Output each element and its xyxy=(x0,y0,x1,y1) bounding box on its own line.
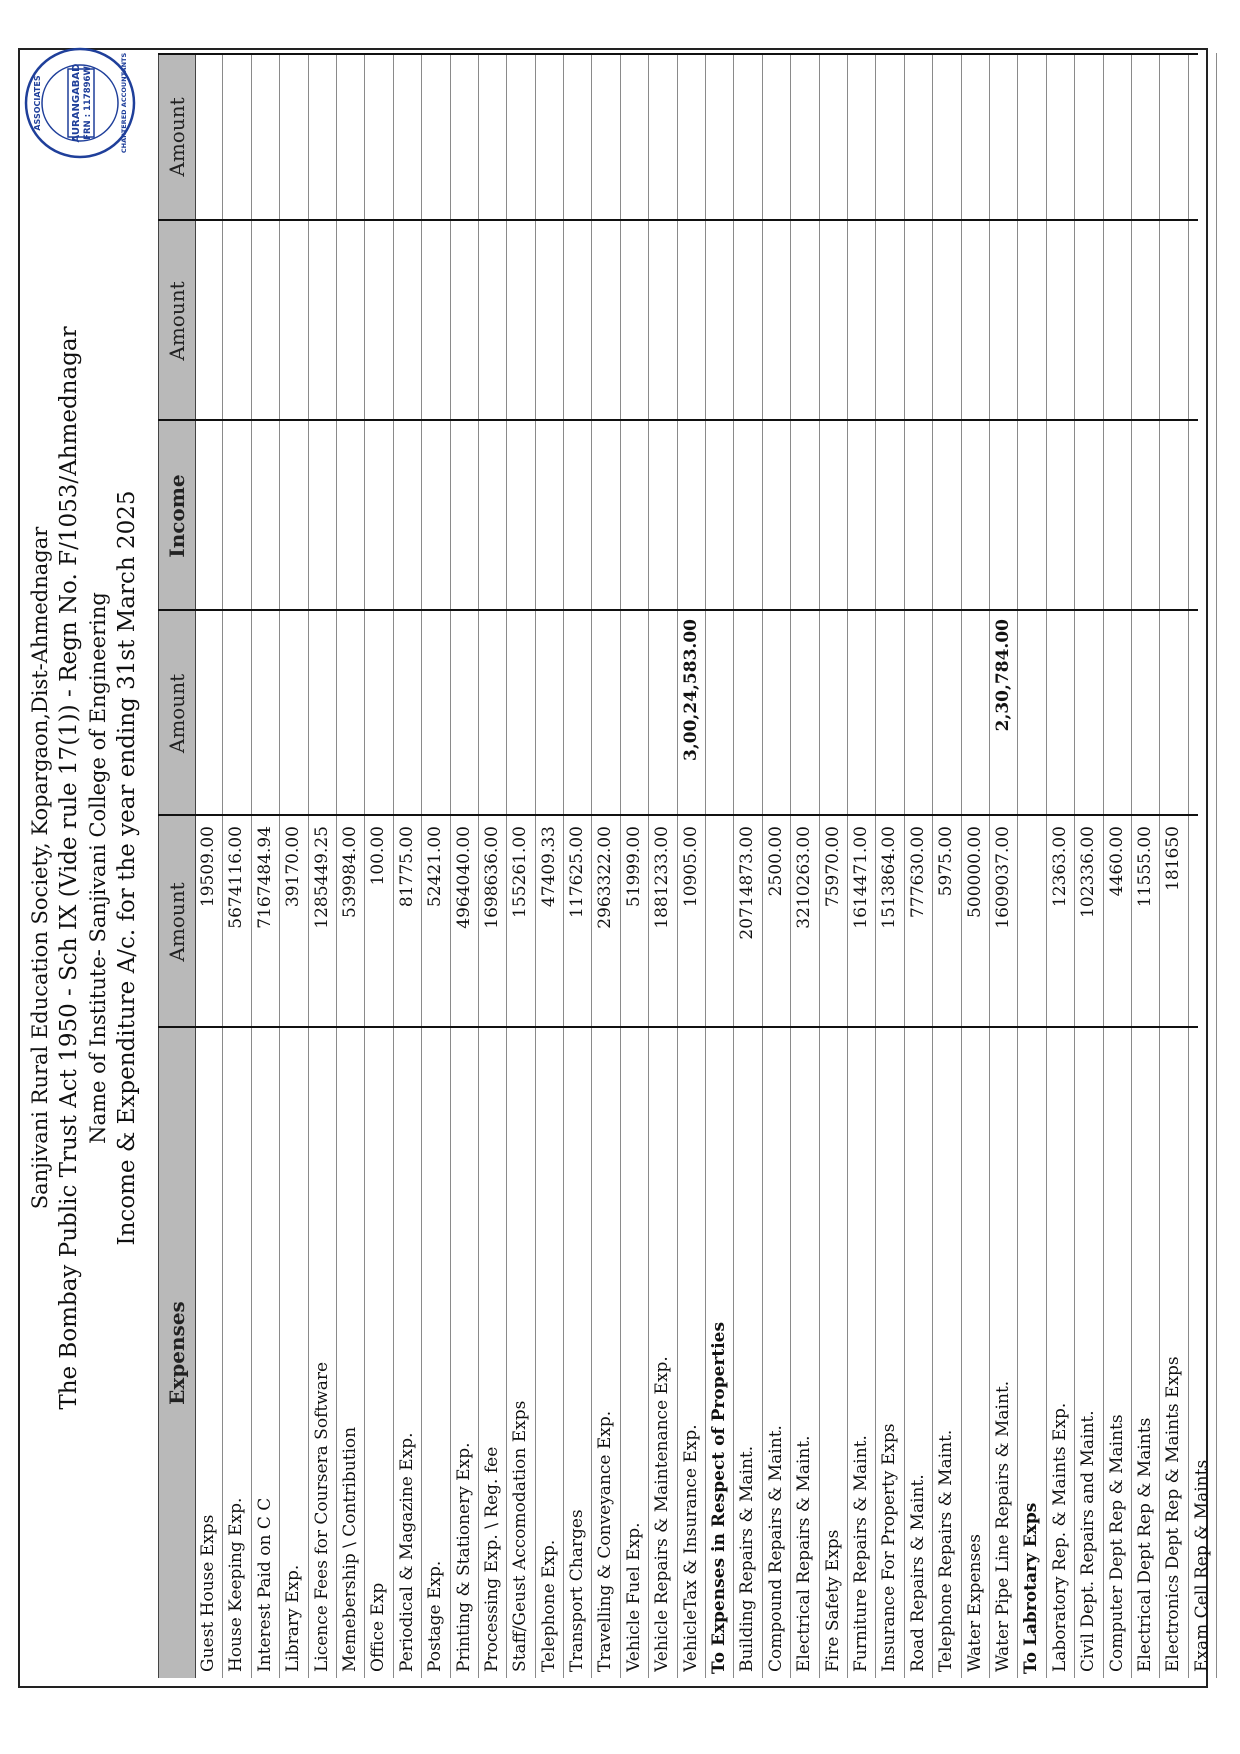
expense-name: Postage Exp. xyxy=(425,1560,446,1672)
group-total-amount: 3,00,24,583.00 xyxy=(680,619,701,761)
expense-name: Water Expenses xyxy=(964,1534,985,1672)
expense-amount: 11555.00 xyxy=(1134,826,1155,908)
expense-name: Furniture Repairs & Maint. xyxy=(850,1435,871,1672)
expense-name: Telephone Exp. xyxy=(538,1539,559,1672)
expense-name: Licence Fees for Coursera Software xyxy=(311,1361,332,1672)
divider-right xyxy=(158,53,1198,55)
expense-name: Fire Safety Exps xyxy=(822,1529,843,1672)
table-row xyxy=(1075,53,1103,1678)
expense-amount: 10905.00 xyxy=(680,826,701,908)
expense-amount: 7167484.94 xyxy=(254,826,275,929)
col-expenses: Expenses xyxy=(165,1301,189,1405)
expense-name: Telephone Repairs & Maint. xyxy=(936,1429,957,1672)
society-name: Sanjivani Rural Education Society, Kopargaon,Dist-Ahmednagar xyxy=(28,526,52,1210)
institute-name: Name of Institute- Sanjivani College of Engineering xyxy=(86,592,110,1144)
col-amount-3: Amount xyxy=(165,281,189,361)
expense-name: Vehicle Repairs & Maintenance Exp. xyxy=(652,1356,673,1672)
group-total-amount xyxy=(876,611,903,816)
table-row xyxy=(564,53,592,1678)
expense-amount: 1609037.00 xyxy=(992,826,1013,929)
expense-amount: 1513864.00 xyxy=(879,826,900,929)
group-total-amount xyxy=(507,611,534,816)
rotated-sheet xyxy=(18,48,1212,1688)
table-row xyxy=(791,53,819,1678)
group-total-amount xyxy=(905,611,932,816)
expense-amount: 3210263.00 xyxy=(794,826,815,929)
group-total-amount xyxy=(592,611,619,816)
group-total-amount xyxy=(933,611,960,816)
col-amount-2: Amount xyxy=(165,673,189,754)
table-row xyxy=(1047,53,1075,1678)
table-row xyxy=(763,53,791,1678)
table-row xyxy=(1160,53,1188,1678)
expense-amount: 500000.00 xyxy=(964,826,985,918)
expense-name: Periodical & Magazine Exp. xyxy=(396,1432,417,1672)
expense-name: Processing Exp. \ Reg. fee xyxy=(481,1446,502,1672)
group-total-amount xyxy=(1047,611,1074,816)
expense-name: Insurance For Property Exps xyxy=(879,1423,900,1672)
group-total-amount xyxy=(962,611,989,816)
expense-name: Vehicle Fuel Exp. xyxy=(623,1522,644,1672)
group-total-amount xyxy=(1160,611,1187,816)
expense-amount: 155261.00 xyxy=(510,826,531,918)
expense-amount: 51999.00 xyxy=(623,826,644,908)
stamp-city: AURANGABAD xyxy=(71,63,82,143)
group-total-amount: 2,30,784.00 xyxy=(992,619,1013,732)
group-total-amount xyxy=(195,611,222,816)
divider-amount3 xyxy=(158,419,1198,421)
group-total-amount xyxy=(1075,611,1102,816)
chartered-accountant-stamp-icon xyxy=(20,43,140,163)
expense-amount xyxy=(1018,818,1045,1028)
expense-amount: 1614471.00 xyxy=(850,826,871,929)
table-row xyxy=(536,53,564,1678)
table-row xyxy=(422,53,450,1678)
table-row xyxy=(337,53,365,1678)
expense-amount: 5975.00 xyxy=(936,826,957,897)
expense-name: Staff/Geust Accomodation Exps xyxy=(510,1400,531,1672)
expense-amount: 4964040.00 xyxy=(453,826,474,929)
expense-name: Library Exp. xyxy=(283,1564,304,1672)
expense-name: Interest Paid on C C xyxy=(254,1497,275,1672)
expense-amount: 12363.00 xyxy=(1049,826,1070,908)
expense-amount xyxy=(1189,818,1216,1028)
group-total-amount xyxy=(564,611,591,816)
table-header-row xyxy=(158,53,196,1678)
expense-amount: 2963322.00 xyxy=(595,826,616,929)
stamp-frn: FRN : 117896W xyxy=(83,66,93,140)
stamp-top-text: ASSOCIATES xyxy=(33,75,42,131)
expense-name: Water Pipe Line Repairs & Maint. xyxy=(992,1380,1013,1672)
table-row xyxy=(507,53,535,1678)
expense-amount: 2500.00 xyxy=(765,826,786,897)
table-row xyxy=(678,53,706,1678)
group-total-amount xyxy=(791,611,818,816)
expense-amount: 4460.00 xyxy=(1106,826,1127,897)
expense-name: Printing & Stationery Exp. xyxy=(453,1442,474,1672)
statement-title: Income & Expenditure A/c. for the year ending 31st March 2025 xyxy=(114,490,140,1246)
table-row xyxy=(394,53,422,1678)
expense-amount: 539984.00 xyxy=(339,826,360,918)
group-total-amount xyxy=(280,611,307,816)
table-row xyxy=(365,53,393,1678)
table-row xyxy=(905,53,933,1678)
table-row xyxy=(621,53,649,1678)
table-row xyxy=(649,53,677,1678)
group-total-amount xyxy=(365,611,392,816)
expense-amount: 1698636.00 xyxy=(481,826,502,929)
group-total-amount xyxy=(536,611,563,816)
table-row xyxy=(1132,53,1160,1678)
group-total-amount xyxy=(479,611,506,816)
group-total-amount xyxy=(422,611,449,816)
table-row xyxy=(592,53,620,1678)
table-row xyxy=(280,53,308,1678)
expense-amount: 102336.00 xyxy=(1078,826,1099,918)
group-total-amount xyxy=(451,611,478,816)
group-total-amount xyxy=(337,611,364,816)
col-amount-1: Amount xyxy=(165,882,189,962)
expense-name: Building Repairs & Maint. xyxy=(737,1445,758,1672)
table-body xyxy=(195,53,1217,1678)
divider-amount4 xyxy=(158,219,1198,221)
table-row xyxy=(1018,53,1046,1678)
divider-amount2 xyxy=(158,814,1198,816)
section-heading: To Labrotary Exps xyxy=(1021,1502,1042,1674)
expense-amount: 117625.00 xyxy=(567,826,588,918)
table-row xyxy=(734,53,762,1678)
group-total-amount xyxy=(1018,611,1045,816)
expense-amount xyxy=(706,818,733,1028)
group-total-amount xyxy=(1189,611,1216,816)
expense-name: Laboratory Rep. & Maints Exp. xyxy=(1049,1402,1070,1672)
expense-amount: 777630.00 xyxy=(907,826,928,918)
group-total-amount xyxy=(848,611,875,816)
table-row xyxy=(479,53,507,1678)
group-total-amount xyxy=(734,611,761,816)
expense-name: Electrical Repairs & Maint. xyxy=(794,1435,815,1672)
expense-amount: 39170.00 xyxy=(283,826,304,908)
table-row xyxy=(1189,53,1217,1678)
divider-amount1 xyxy=(158,1026,1198,1028)
expense-amount: 81775.00 xyxy=(396,826,417,908)
report-header xyxy=(26,48,142,1688)
expense-amount: 1881233.00 xyxy=(652,826,673,929)
col-amount-4: Amount xyxy=(165,97,189,177)
section-heading: To Expenses in Respect of Properties xyxy=(709,1321,730,1674)
expense-name: Electrical Dept Rep & Maints xyxy=(1134,1417,1155,1672)
trust-act-line: The Bombay Public Trust Act 1950 - Sch IX (Vide rule 17(1)) - Regn No. F/1053/Ahmednagar xyxy=(56,326,82,1410)
group-total-amount xyxy=(763,611,790,816)
col-income: Income xyxy=(165,474,189,558)
expense-name: Road Repairs & Maint. xyxy=(907,1474,928,1672)
table-row xyxy=(252,53,280,1678)
expense-amount: 1285449.25 xyxy=(311,826,332,929)
group-total-amount xyxy=(394,611,421,816)
table-row xyxy=(990,53,1018,1678)
table-row xyxy=(706,53,734,1678)
expense-name: Transport Charges xyxy=(567,1509,588,1672)
expense-amount: 52421.00 xyxy=(425,826,446,908)
expense-name: House Keeping Exp. xyxy=(226,1497,247,1672)
table-row xyxy=(309,53,337,1678)
expense-name: Travelling & Conveyance Exp. xyxy=(595,1410,616,1672)
expense-name: Compound Repairs & Maint. xyxy=(765,1425,786,1672)
expense-amount: 47409.33 xyxy=(538,826,559,908)
group-total-amount xyxy=(621,611,648,816)
group-total-amount xyxy=(252,611,279,816)
expense-name: Civil Dept. Repairs and Maint. xyxy=(1078,1410,1099,1672)
expense-name: Computer Dept Rep & Maints xyxy=(1106,1414,1127,1672)
stamp-bottom-text: CHARTERED ACCOUNTANTS xyxy=(120,52,128,154)
table-row xyxy=(820,53,848,1678)
expense-amount: 75970.00 xyxy=(822,826,843,908)
expense-name: Electronics Dept Rep & Maints Exps xyxy=(1163,1356,1184,1672)
group-total-amount xyxy=(223,611,250,816)
expense-amount: 20714873.00 xyxy=(737,826,758,940)
expense-amount: 19509.00 xyxy=(198,826,218,908)
expense-amount: 181650 xyxy=(1163,826,1184,891)
divider-income xyxy=(158,609,1198,611)
group-total-amount xyxy=(1132,611,1159,816)
table-row xyxy=(451,53,479,1678)
expense-amount: 5674116.00 xyxy=(226,826,247,929)
group-total-amount xyxy=(1104,611,1131,816)
table-row xyxy=(223,53,251,1678)
group-total-amount xyxy=(649,611,676,816)
expense-name: Memebership \ Contribution xyxy=(339,1426,360,1672)
income-expenditure-table xyxy=(158,53,1212,1678)
table-row xyxy=(876,53,904,1678)
group-total-amount xyxy=(309,611,336,816)
table-row xyxy=(1104,53,1132,1678)
table-row xyxy=(962,53,990,1678)
expense-name: Office Exp xyxy=(368,1582,389,1672)
expense-amount: 100.00 xyxy=(368,826,389,886)
table-row xyxy=(195,53,223,1678)
group-total-amount xyxy=(706,611,733,816)
expense-name: Guest House Exps xyxy=(198,1514,218,1672)
expense-name: VehicleTax & Insurance Exp. xyxy=(680,1424,701,1672)
group-total-amount xyxy=(820,611,847,816)
expense-name: Exam Cell Rep & Maints xyxy=(1191,1459,1212,1672)
table-row xyxy=(848,53,876,1678)
table-row xyxy=(933,53,961,1678)
